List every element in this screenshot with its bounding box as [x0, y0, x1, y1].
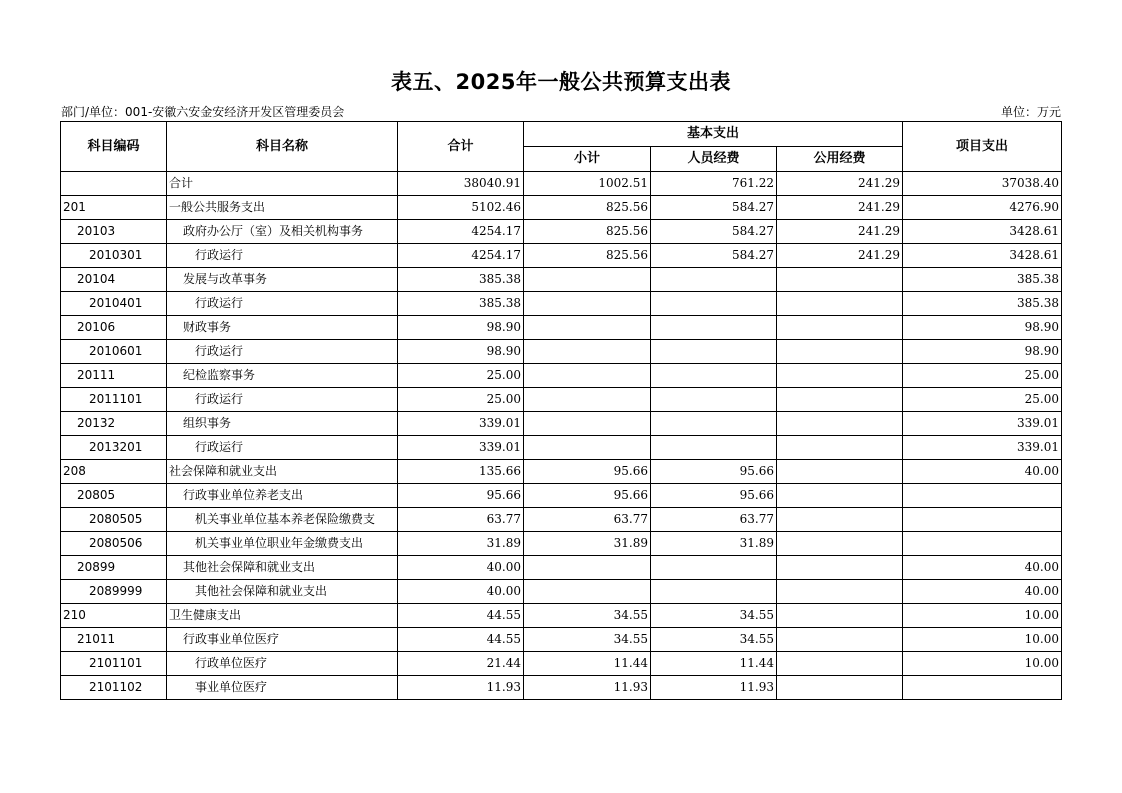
table-row: [61, 364, 1062, 388]
cell-public: [777, 484, 903, 508]
table-row: [61, 628, 1062, 652]
cell-personnel: [651, 556, 777, 580]
table-row: [61, 460, 1062, 484]
cell-name: 事业单位医疗: [167, 676, 398, 700]
cell-public: [777, 292, 903, 316]
cell-project: 339.01: [903, 436, 1062, 460]
cell-total: 38040.91: [398, 172, 524, 196]
cell-total: 25.00: [398, 388, 524, 412]
cell-code: 2013201: [61, 436, 167, 460]
cell-subtotal: [524, 316, 651, 340]
budget-table: [60, 121, 1062, 700]
cell-public: [777, 556, 903, 580]
cell-project: 10.00: [903, 604, 1062, 628]
cell-public: [777, 268, 903, 292]
cell-total: 98.90: [398, 316, 524, 340]
cell-code: 2089999: [61, 580, 167, 604]
cell-code: 2010601: [61, 340, 167, 364]
cell-subtotal: 31.89: [524, 532, 651, 556]
cell-subtotal: 825.56: [524, 196, 651, 220]
cell-public: 241.29: [777, 196, 903, 220]
cell-code: 2010301: [61, 244, 167, 268]
cell-personnel: [651, 580, 777, 604]
table-row: [61, 556, 1062, 580]
cell-personnel: [651, 412, 777, 436]
cell-subtotal: [524, 388, 651, 412]
cell-subtotal: 825.56: [524, 220, 651, 244]
cell-code: 2080506: [61, 532, 167, 556]
cell-public: [777, 676, 903, 700]
cell-personnel: 761.22: [651, 172, 777, 196]
cell-name: 一般公共服务支出: [167, 196, 398, 220]
cell-subtotal: 11.44: [524, 652, 651, 676]
cell-code: 201: [61, 196, 167, 220]
cell-personnel: 34.55: [651, 628, 777, 652]
cell-public: [777, 364, 903, 388]
cell-total: 385.38: [398, 268, 524, 292]
cell-name: 行政事业单位医疗: [167, 628, 398, 652]
cell-public: 241.29: [777, 244, 903, 268]
table-row: [61, 652, 1062, 676]
cell-subtotal: [524, 556, 651, 580]
cell-public: [777, 628, 903, 652]
cell-code: 2011101: [61, 388, 167, 412]
table-row: [61, 412, 1062, 436]
cell-name: 政府办公厅（室）及相关机构事务: [167, 220, 398, 244]
table-row: [61, 196, 1062, 220]
cell-name: 社会保障和就业支出: [167, 460, 398, 484]
cell-name: 发展与改革事务: [167, 268, 398, 292]
cell-code: 20106: [61, 316, 167, 340]
cell-project: 40.00: [903, 460, 1062, 484]
table-row: [61, 388, 1062, 412]
cell-project: 3428.61: [903, 244, 1062, 268]
cell-name: 卫生健康支出: [167, 604, 398, 628]
cell-personnel: 34.55: [651, 604, 777, 628]
header-basic: 基本支出: [524, 122, 903, 147]
cell-public: [777, 532, 903, 556]
cell-project: 4276.90: [903, 196, 1062, 220]
header-row-1: [61, 122, 1062, 147]
cell-name: 其他社会保障和就业支出: [167, 556, 398, 580]
cell-name: 纪检监察事务: [167, 364, 398, 388]
cell-personnel: 63.77: [651, 508, 777, 532]
table-row: [61, 292, 1062, 316]
cell-project: 385.38: [903, 268, 1062, 292]
cell-code: 20104: [61, 268, 167, 292]
table-row: [61, 220, 1062, 244]
cell-name: 机关事业单位职业年金缴费支出: [167, 532, 398, 556]
cell-code: 2010401: [61, 292, 167, 316]
cell-name: 行政运行: [167, 244, 398, 268]
unit-label: 单位：万元: [1000, 105, 1061, 119]
cell-public: [777, 580, 903, 604]
cell-subtotal: 63.77: [524, 508, 651, 532]
cell-code: 208: [61, 460, 167, 484]
cell-personnel: [651, 292, 777, 316]
cell-public: [777, 340, 903, 364]
cell-subtotal: [524, 412, 651, 436]
cell-code: 20805: [61, 484, 167, 508]
header-code: 科目编码: [61, 122, 167, 172]
cell-subtotal: [524, 436, 651, 460]
cell-total: 339.01: [398, 436, 524, 460]
cell-personnel: 31.89: [651, 532, 777, 556]
cell-subtotal: 1002.51: [524, 172, 651, 196]
cell-code: 21011: [61, 628, 167, 652]
cell-total: 11.93: [398, 676, 524, 700]
cell-code: 20899: [61, 556, 167, 580]
table-row: [61, 508, 1062, 532]
table-row: [61, 580, 1062, 604]
cell-subtotal: 34.55: [524, 628, 651, 652]
cell-code: 2080505: [61, 508, 167, 532]
cell-name: 合计: [167, 172, 398, 196]
cell-public: 241.29: [777, 220, 903, 244]
cell-code: 2101101: [61, 652, 167, 676]
cell-personnel: 11.44: [651, 652, 777, 676]
cell-project: [903, 676, 1062, 700]
cell-code: 2101102: [61, 676, 167, 700]
cell-subtotal: 34.55: [524, 604, 651, 628]
cell-total: 135.66: [398, 460, 524, 484]
cell-project: 98.90: [903, 340, 1062, 364]
cell-name: 行政事业单位养老支出: [167, 484, 398, 508]
cell-project: 3428.61: [903, 220, 1062, 244]
table-row: [61, 484, 1062, 508]
header-name: 科目名称: [167, 122, 398, 172]
header-personnel: 人员经费: [651, 147, 777, 172]
cell-personnel: 95.66: [651, 460, 777, 484]
cell-public: [777, 316, 903, 340]
header-subtotal: 小计: [524, 147, 651, 172]
cell-public: [777, 604, 903, 628]
cell-subtotal: 11.93: [524, 676, 651, 700]
cell-personnel: 584.27: [651, 220, 777, 244]
table-row: [61, 316, 1062, 340]
cell-name: 行政运行: [167, 292, 398, 316]
table-row: [61, 340, 1062, 364]
cell-code: [61, 172, 167, 196]
header-public: 公用经费: [777, 147, 903, 172]
cell-project: 98.90: [903, 316, 1062, 340]
table-row: [61, 244, 1062, 268]
cell-project: 37038.40: [903, 172, 1062, 196]
cell-name: 行政运行: [167, 436, 398, 460]
cell-total: 21.44: [398, 652, 524, 676]
cell-project: 385.38: [903, 292, 1062, 316]
header-total: 合计: [398, 122, 524, 172]
cell-personnel: 11.93: [651, 676, 777, 700]
table-row: [61, 604, 1062, 628]
cell-total: 339.01: [398, 412, 524, 436]
cell-subtotal: [524, 364, 651, 388]
table-body: [61, 172, 1062, 700]
table-row: [61, 436, 1062, 460]
cell-personnel: 584.27: [651, 244, 777, 268]
cell-name: 行政单位医疗: [167, 652, 398, 676]
department-label: 部门/单位：001-安徽六安金安经济开发区管理委员会: [61, 105, 345, 119]
cell-public: [777, 460, 903, 484]
cell-subtotal: 95.66: [524, 484, 651, 508]
cell-project: [903, 508, 1062, 532]
cell-subtotal: 825.56: [524, 244, 651, 268]
cell-subtotal: [524, 580, 651, 604]
cell-project: [903, 484, 1062, 508]
cell-subtotal: [524, 268, 651, 292]
cell-project: 339.01: [903, 412, 1062, 436]
cell-total: 44.55: [398, 628, 524, 652]
cell-project: 40.00: [903, 556, 1062, 580]
cell-code: 20103: [61, 220, 167, 244]
table-row: [61, 268, 1062, 292]
cell-personnel: [651, 316, 777, 340]
cell-name: 财政事务: [167, 316, 398, 340]
cell-total: 25.00: [398, 364, 524, 388]
table-row: [61, 532, 1062, 556]
cell-total: 44.55: [398, 604, 524, 628]
cell-public: [777, 508, 903, 532]
cell-name: 行政运行: [167, 340, 398, 364]
cell-personnel: [651, 268, 777, 292]
cell-public: [777, 436, 903, 460]
cell-project: [903, 532, 1062, 556]
cell-personnel: 584.27: [651, 196, 777, 220]
cell-total: 4254.17: [398, 220, 524, 244]
cell-project: 25.00: [903, 388, 1062, 412]
page-title: 表五、2025年一般公共预算支出表: [391, 70, 731, 94]
cell-total: 31.89: [398, 532, 524, 556]
cell-subtotal: 95.66: [524, 460, 651, 484]
cell-total: 98.90: [398, 340, 524, 364]
cell-name: 组织事务: [167, 412, 398, 436]
cell-name: 行政运行: [167, 388, 398, 412]
cell-public: [777, 412, 903, 436]
meta-line: [61, 103, 1061, 119]
table-row: [61, 172, 1062, 196]
cell-name: 机关事业单位基本养老保险缴费支: [167, 508, 398, 532]
header-project: 项目支出: [903, 122, 1062, 172]
cell-total: 40.00: [398, 580, 524, 604]
cell-public: [777, 652, 903, 676]
cell-subtotal: [524, 340, 651, 364]
cell-total: 63.77: [398, 508, 524, 532]
cell-personnel: [651, 388, 777, 412]
cell-total: 40.00: [398, 556, 524, 580]
cell-total: 95.66: [398, 484, 524, 508]
table-row: [61, 676, 1062, 700]
cell-personnel: [651, 364, 777, 388]
cell-public: 241.29: [777, 172, 903, 196]
cell-project: 10.00: [903, 652, 1062, 676]
cell-subtotal: [524, 292, 651, 316]
cell-code: 20111: [61, 364, 167, 388]
cell-personnel: 95.66: [651, 484, 777, 508]
cell-personnel: [651, 436, 777, 460]
cell-total: 385.38: [398, 292, 524, 316]
cell-project: 25.00: [903, 364, 1062, 388]
cell-code: 210: [61, 604, 167, 628]
cell-total: 4254.17: [398, 244, 524, 268]
cell-personnel: [651, 340, 777, 364]
cell-public: [777, 388, 903, 412]
cell-total: 5102.46: [398, 196, 524, 220]
cell-name: 其他社会保障和就业支出: [167, 580, 398, 604]
cell-project: 40.00: [903, 580, 1062, 604]
cell-code: 20132: [61, 412, 167, 436]
cell-project: 10.00: [903, 628, 1062, 652]
